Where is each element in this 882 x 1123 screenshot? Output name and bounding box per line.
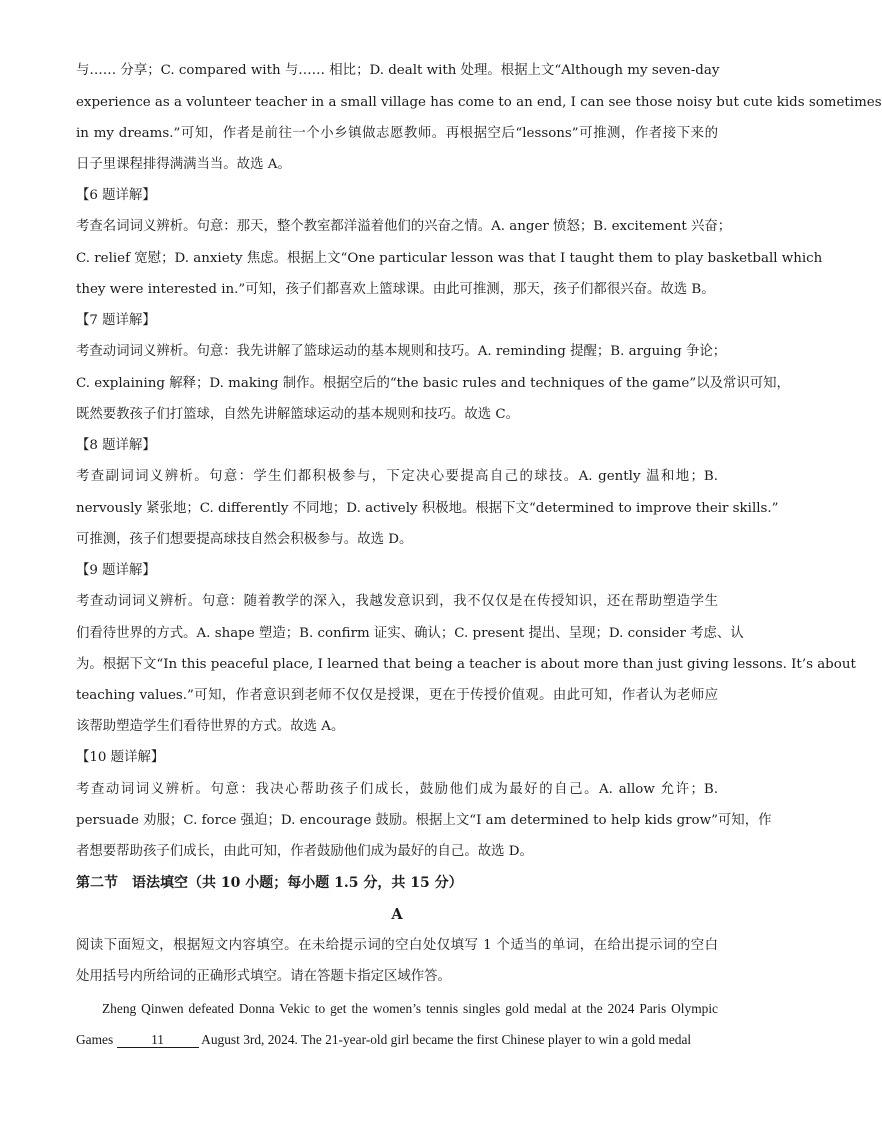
text-line: C. relief 宽慰；D. anxiety 焦虑。根据上文“One particular lesson was that I taught them to play basketball which (76, 251, 823, 266)
instruction-line: 阅读下面短文，根据短文内容填空。在未给提示词的空白处仅填写 1 个适当的单词，在给出提示词的空白 (76, 938, 718, 953)
question-6-heading: 【6 题详解】 (76, 188, 156, 203)
text-line: 者想要帮助孩子们成长，由此可知，作者鼓励他们成为最好的自己。故选 D。 (76, 844, 533, 859)
text-line: 们看待世界的方式。A. shape 塑造；B. confirm 证实、确认；C. present 提出、呈现；D. consider 考虑、认 (76, 626, 744, 641)
section-heading: 第二节 语法填空（共 10 小题；每小题 1.5 分，共 15 分） (76, 875, 463, 891)
text-line: nervously 紧张地；C. differently 不同地；D. actively 积极地。根据下文“determined to improve their skills.” (76, 501, 779, 516)
text-line: 与…… 分享；C. compared with 与…… 相比；D. dealt with 处理。根据上文“Although my seven-day (76, 63, 720, 78)
text-line: experience as a volunteer teacher in a small village has come to an end, I can see those noisy but cute kids sometimes (76, 95, 882, 110)
text-line: 考查名词词义辨析。句意：那天，整个教室都洋溢着他们的兴奋之情。A. anger 愤怒；B. excitement 兴奋； (76, 219, 732, 234)
question-8-heading: 【8 题详解】 (76, 438, 156, 453)
text-line: they were interested in.”可知，孩子们都喜欢上篮球课。由此可推测，那天，孩子们都很兴奋。故选 B。 (76, 282, 715, 297)
blank-11: 11 (117, 1032, 199, 1048)
text-line: in my dreams.”可知，作者是前往一个小乡镇做志愿教师。再根据空后“lessons”可推测，作者接下来的 (76, 126, 718, 141)
text-line: 既然要教孩子们打篮球，自然先讲解篮球运动的基本规则和技巧。故选 C。 (76, 407, 519, 422)
text-line: 可推测，孩子们想要提高球技自然会积极参与。故选 D。 (76, 532, 413, 547)
text-line: 考查动词词义辨析。句意：随着教学的深入，我越发意识到，我不仅仅是在传授知识，还在帮助塑造学生 (76, 594, 718, 609)
text-line: 该帮助塑造学生们看待世界的方式。故选 A。 (76, 719, 345, 734)
text-line: persuade 劝服；C. force 强迫；D. encourage 鼓励。根据上文“I am determined to help kids grow”可知，作 (76, 813, 772, 828)
text-line: 考查动词词义辨析。句意：我先讲解了篮球运动的基本规则和技巧。A. reminding 提醒；B. arguing 争论； (76, 344, 727, 359)
text-line: C. explaining 解释；D. making 制作。根据空后的“the basic rules and techniques of the game”以及常识可知， (76, 376, 790, 391)
passage-line (76, 1030, 718, 1050)
question-7-heading: 【7 题详解】 (76, 313, 156, 328)
text-line: 日子里课程排得满满当当。故选 A。 (76, 157, 291, 172)
passage-line: Zheng Qinwen defeated Donna Vekic to get the women’s tennis singles gold medal at the 2024 Paris Olympic (102, 1001, 718, 1016)
text-line: 考查动词词义辨析。句意：我决心帮助孩子们成长，鼓励他们成为最好的自己。A. allow 允许；B. (76, 782, 718, 797)
question-9-heading: 【9 题详解】 (76, 563, 156, 578)
text-line: teaching values.”可知，作者意识到老师不仅仅是授课，更在于传授价值观。由此可知，作者认为老师应 (76, 688, 718, 703)
instruction-line: 处用括号内所给词的正确形式填空。请在答题卡指定区域作答。 (76, 969, 451, 984)
text-line: 为。根据下文“In this peaceful place, I learned that being a teacher is about more than just giving lessons. It’s about (76, 657, 856, 672)
text-line: 考查副词词义辨析。句意：学生们都积极参与，下定决心要提高自己的球技。A. gently 温和地；B. (76, 469, 718, 484)
question-10-heading: 【10 题详解】 (76, 750, 165, 765)
passage-text: August 3rd, 2024. The 21-year-old girl became the first Chinese player to win a gold medal (201, 1032, 692, 1047)
passage-label: A (391, 906, 403, 923)
passage-text: Games (76, 1032, 114, 1047)
